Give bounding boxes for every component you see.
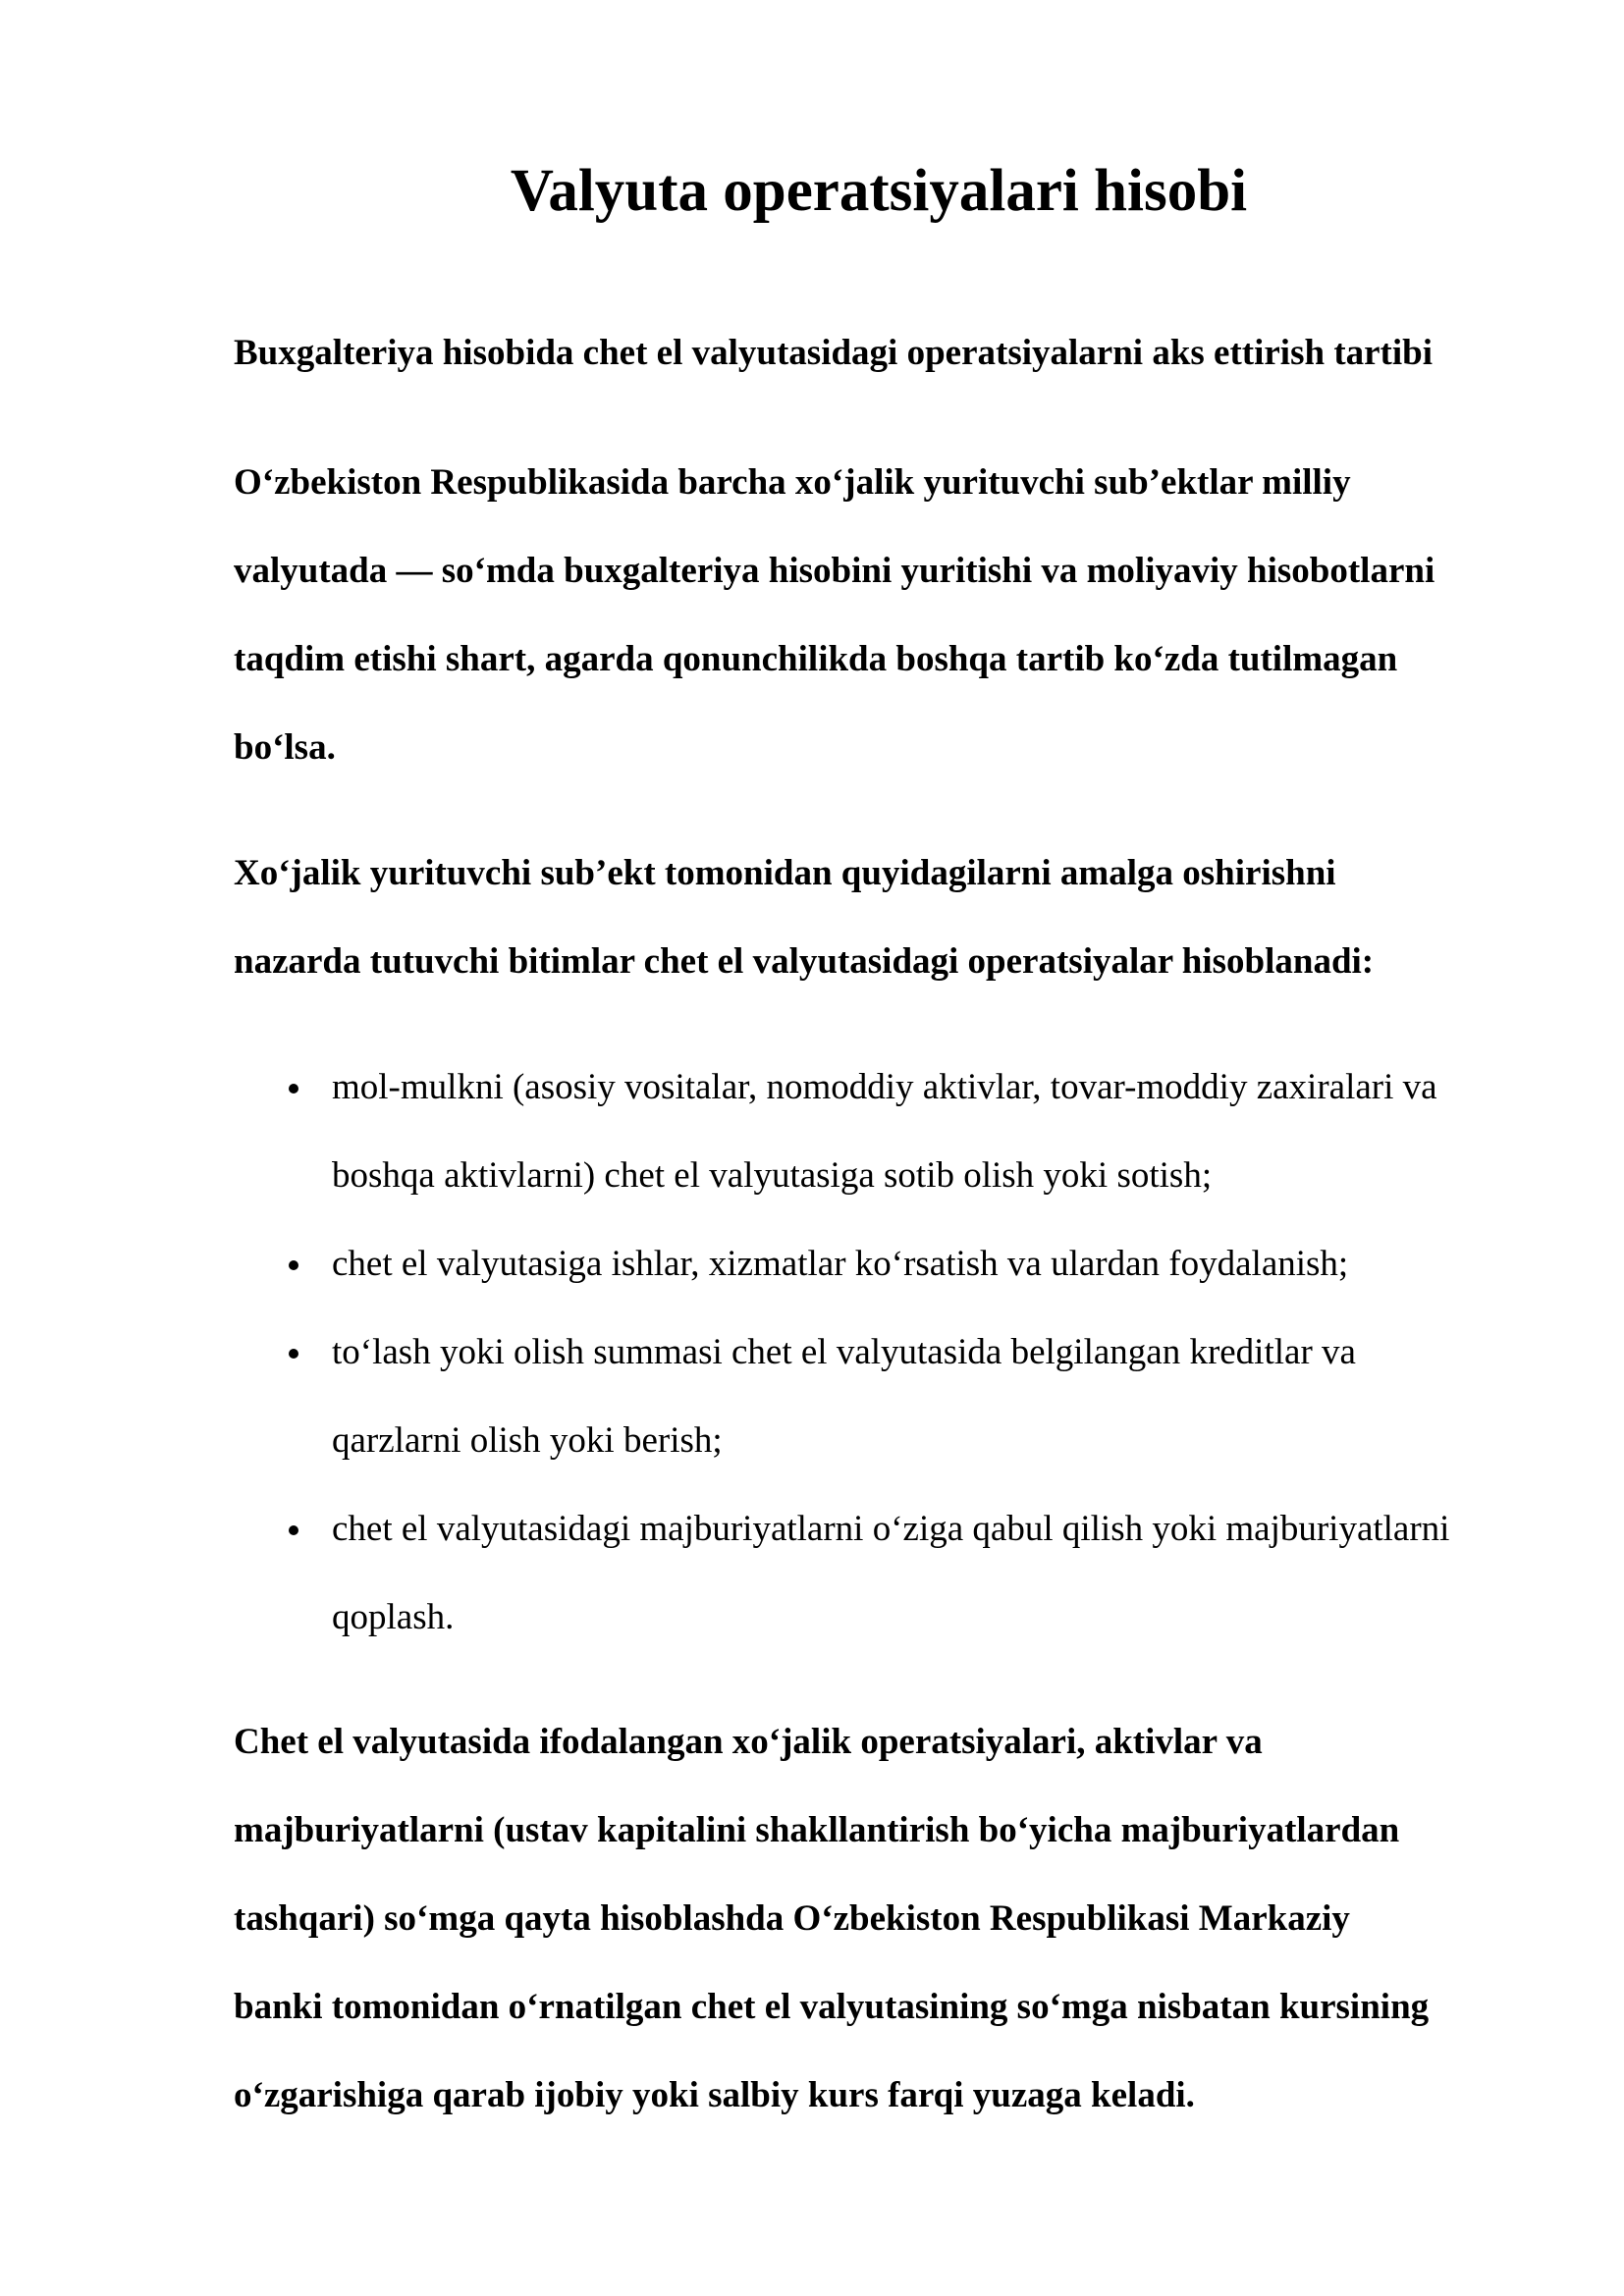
paragraph-line: Xo‘jalik yurituvchi sub’ekt tomonidan quyidagilarni amalga oshirishni (234, 853, 1336, 893)
list-item-line: mol-mulkni (asosiy vositalar, nomoddiy aktivlar, tovar-moddiy zaxiralari va (332, 1067, 1437, 1107)
paragraph-intro (234, 439, 1530, 792)
list-item-line: chet el valyutasidagi majburiyatlarni o‘ziga qabul qilish yoki majburiyatlarni (332, 1509, 1450, 1549)
paragraph-line: majburiyatlarni (ustav kapitalini shakllantirish bo‘yicha majburiyatlardan (234, 1810, 1400, 1850)
list-item-line: to‘lash yoki olish summasi chet el valyutasida belgilangan kreditlar va (332, 1332, 1356, 1372)
list-item (234, 1485, 1530, 1662)
paragraph-line: banki tomonidan o‘rnatilgan chet el valyutasining so‘mga nisbatan kursining (234, 1987, 1430, 2027)
bullet-icon (289, 1260, 298, 1270)
bullet-icon (289, 1349, 298, 1359)
paragraph-line: O‘zbekiston Respublikasida barcha xo‘jalik yurituvchi sub’ektlar milliy (234, 462, 1351, 503)
paragraph-exchange-difference (234, 1698, 1530, 2140)
paragraph-line: taqdim etishi shart, agarda qonunchilikda boshqa tartib ko‘zda tutilmagan (234, 639, 1398, 679)
paragraph-line: nazarda tutuvchi bitimlar chet el valyutasidagi operatsiyalar hisoblanadi: (234, 941, 1375, 982)
list-item-line: qarzlarni olish yoki berish; (332, 1420, 723, 1461)
list-item (234, 1043, 1530, 1220)
list-item-line: qoplash. (332, 1597, 455, 1637)
paragraph-line: Chet el valyutasida ifodalangan xo‘jalik operatsiyalari, aktivlar va (234, 1722, 1263, 1762)
page-title: Valyuta operatsiyalari hisobi (510, 158, 1248, 224)
bullet-icon (289, 1525, 298, 1535)
paragraph-operations-definition (234, 829, 1530, 1006)
list-item-line: chet el valyutasiga ishlar, xizmatlar ko‘rsatish va ulardan foydalanish; (332, 1244, 1349, 1284)
paragraph-line: bo‘lsa. (234, 727, 336, 768)
operations-bullet-list (234, 1043, 1530, 1662)
list-item (234, 1220, 1530, 1308)
list-item (234, 1308, 1530, 1485)
paragraph-line: valyutada — so‘mda buxgalteriya hisobini yuritishi va moliyaviy hisobotlarni (234, 551, 1435, 591)
section-subtitle: Buxgalteriya hisobida chet el valyutasidagi operatsiyalarni aks ettirish tartibi (234, 333, 1434, 373)
paragraph-line: tashqari) so‘mga qayta hisoblashda O‘zbekiston Respublikasi Markaziy (234, 1898, 1350, 1939)
bullet-icon (289, 1084, 298, 1094)
paragraph-line: o‘zgarishiga qarab ijobiy yoki salbiy kurs farqi yuzaga keladi. (234, 2075, 1195, 2115)
list-item-line: boshqa aktivlarni) chet el valyutasiga sotib olish yoki sotish; (332, 1155, 1213, 1196)
